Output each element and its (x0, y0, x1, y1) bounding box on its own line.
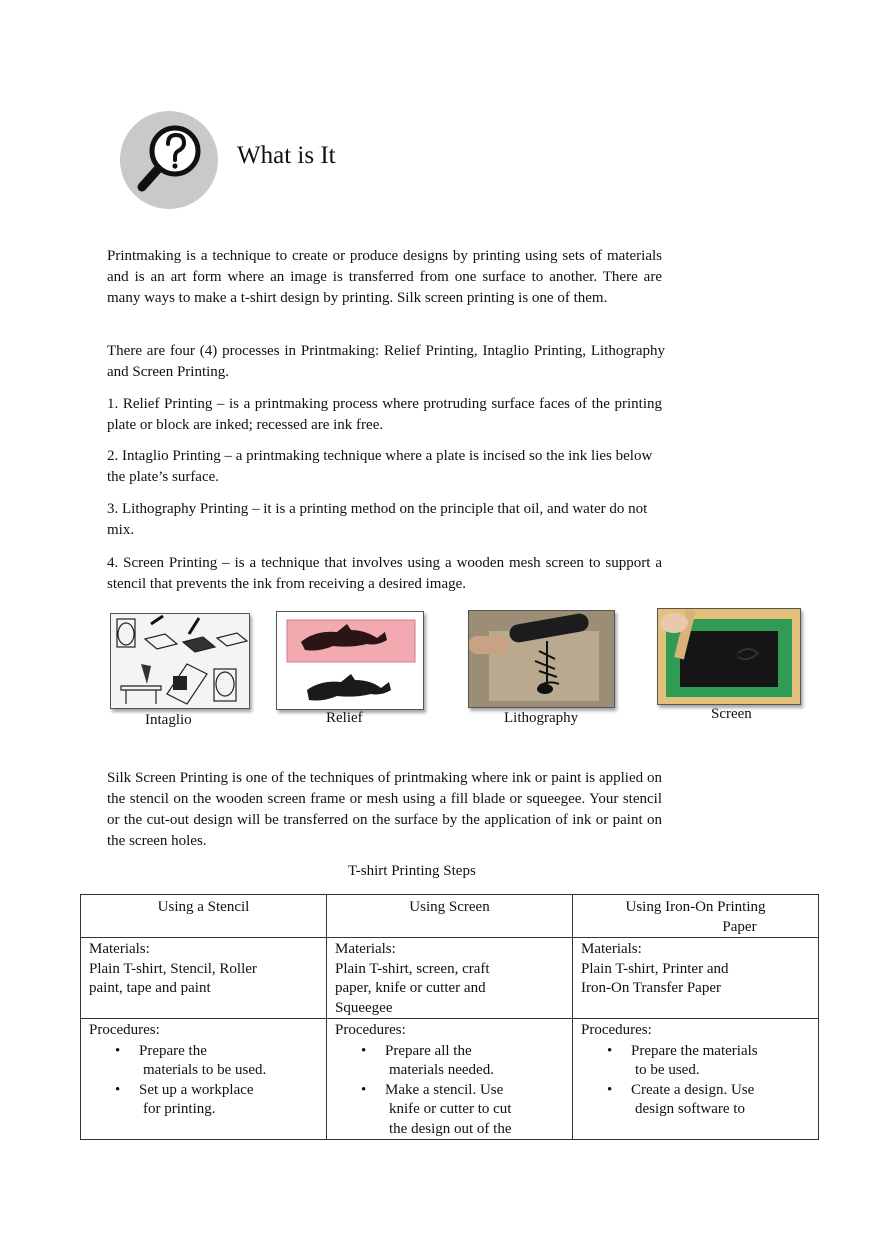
list-item: • Create a design. Use design software to (607, 1081, 755, 1117)
list-item: • Prepare all the materials needed. (361, 1042, 494, 1078)
list-item: • Make a stencil. Use knife or cutter to cut the design out of the (361, 1081, 512, 1137)
materials-screen: Materials: Plain T-shirt, screen, craft paper, knife or cutter and Squeegee (327, 938, 573, 1019)
relief-image (276, 611, 424, 710)
procedures-stencil: Procedures: • Prepare the materials to be used. • Set up a workplace for printing. (81, 1019, 327, 1140)
printing-steps-table (80, 894, 819, 1140)
table-header-row (81, 895, 819, 938)
list-item: • Prepare the materials to be used. (115, 1042, 267, 1078)
header-iron-on: Using Iron-On Printing Paper (573, 895, 819, 938)
materials-row (81, 938, 819, 1019)
header-screen: Using Screen (327, 895, 573, 938)
list-item: • Prepare the materials to be used. (607, 1042, 758, 1078)
silk-screen-paragraph: Silk Screen Printing is one of the techniques of printmaking where ink or paint is applied on the stencil on the wooden screen frame or mesh using a fill blade or squeegee. Your stencil or the cut-out design will be transferred on the surface by the application of ink or paint on the screen holes. (107, 770, 662, 849)
procedures-row (81, 1019, 819, 1140)
materials-stencil: Materials: Plain T-shirt, Stencil, Roller paint, tape and paint (81, 938, 327, 1019)
screen-printing-image (657, 608, 801, 705)
relief-definition: 1. Relief Printing – is a printmaking process where protruding surface faces of the printing plate or block are inked; recessed are ink free. (107, 396, 662, 433)
lithography-definition: 3. Lithography Printing – it is a printing method on the principle that oil, and water do not mix. (107, 501, 648, 538)
intaglio-definition: 2. Intaglio Printing – a printmaking technique where a plate is incised so the ink lies below the plate’s surface. (107, 448, 653, 485)
page-title: What is It (237, 142, 336, 169)
processes-paragraph: There are four (4) processes in Printmaking: Relief Printing, Intaglio Printing, Lithography and Screen Printing. (107, 343, 665, 380)
intaglio-caption: Intaglio (145, 712, 192, 728)
table-caption: T-shirt Printing Steps (348, 863, 476, 879)
lithography-caption: Lithography (504, 710, 579, 726)
lithography-image (468, 610, 615, 708)
screen-caption: Screen (711, 706, 752, 722)
relief-caption: Relief (326, 710, 363, 726)
procedures-iron-on: Procedures: • Prepare the materials to be used. • Create a design. Use design software to (573, 1019, 819, 1140)
screen-definition: 4. Screen Printing – is a technique that involves using a wooden mesh screen to support a stencil that prevents the ink from receiving a desired image. (107, 555, 662, 592)
magnifier-question-icon (120, 111, 218, 209)
list-item: • Set up a workplace for printing. (115, 1081, 254, 1117)
procedures-screen: Procedures: • Prepare all the materials needed. • Make a stencil. Use knife or cutter to cut the design out of the (327, 1019, 573, 1140)
header-stencil: Using a Stencil (81, 895, 327, 938)
materials-iron-on: Materials: Plain T-shirt, Printer and Iron-On Transfer Paper (573, 938, 819, 1019)
intro-paragraph: Printmaking is a technique to create or produce designs by printing using sets of materials and is an art form where an image is transferred from one surface to another. There are many ways to make a t-shirt design by printing. Silk screen printing is one of them. (107, 248, 662, 306)
intaglio-image (110, 613, 250, 709)
